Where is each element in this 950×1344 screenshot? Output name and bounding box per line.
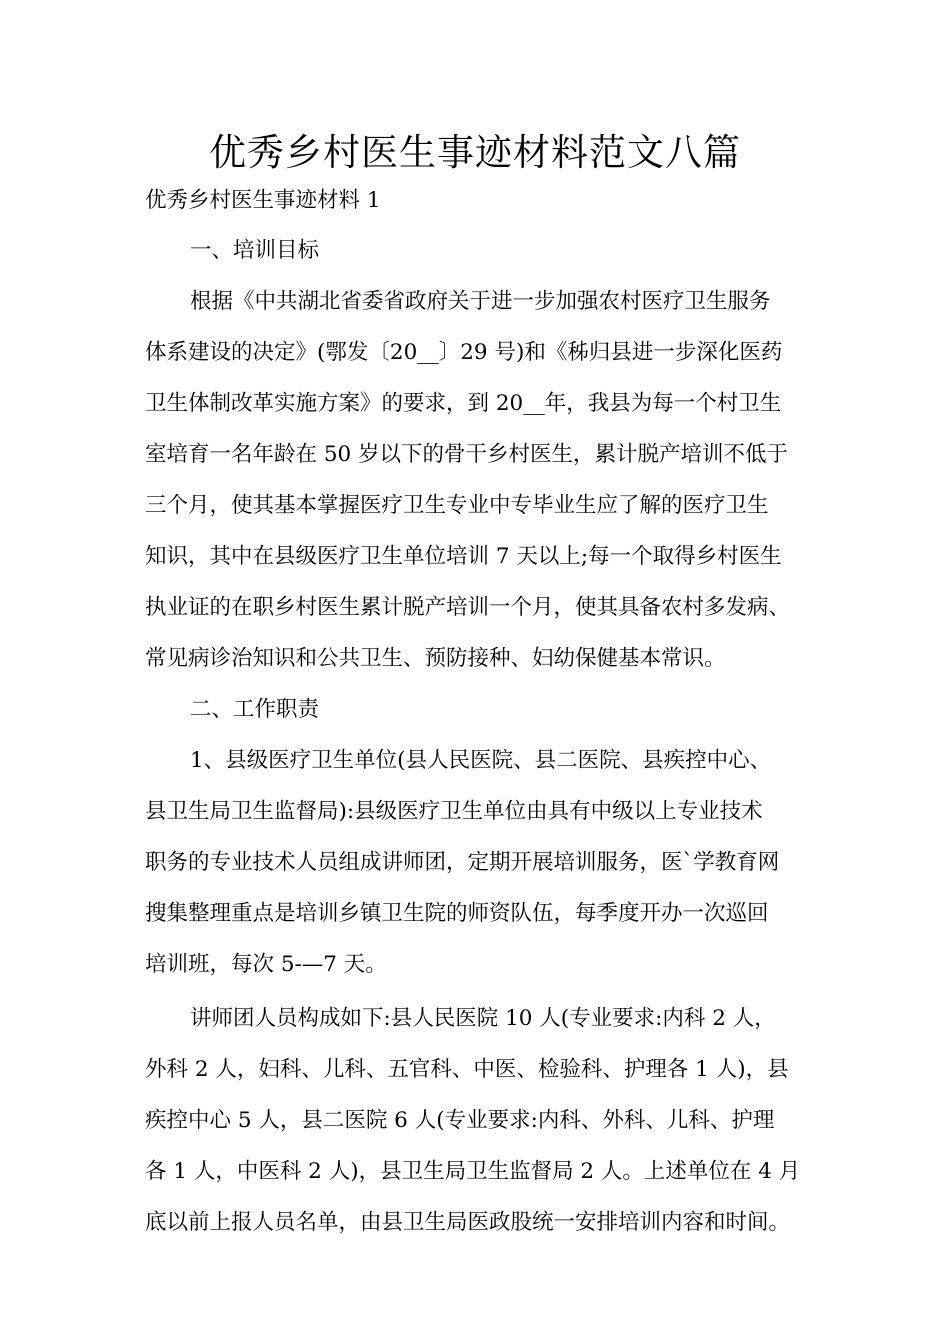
paragraph-line: 讲师团人员构成如下:县人民医院 10 人(专业要求:内科 2 人， — [190, 1006, 776, 1031]
paragraph-line: 常见病诊治知识和公共卫生、预防接种、妇幼保健基本常识。 — [145, 646, 726, 671]
paragraph-line: 执业证的在职乡村医生累计脱产培训一个月，使其具备农村多发病、 — [145, 595, 791, 620]
paragraph-line: 底以前上报人员名单，由县卫生局医政股统一安排培训内容和时间。 — [145, 1210, 791, 1235]
paragraph-line: 培训班，每次 5-—7 天。 — [145, 952, 387, 977]
paragraph-line: 三个月，使其基本掌握医疗卫生专业中专毕业生应了解的医疗卫生 — [145, 493, 769, 518]
subheading: 二、工作职责 — [190, 697, 320, 722]
paragraph-line: 知识，其中在县级医疗卫生单位培训 7 天以上;每一个取得乡村医生 — [145, 544, 782, 569]
paragraph-line: 体系建设的决定》(鄂发〔20__〕29 号)和《秭归县进一步深化医药 — [145, 340, 783, 365]
paragraph-line: 职务的专业技术人员组成讲师团，定期开展培训服务，医`学教育网 — [145, 850, 780, 875]
paragraph-line: 疾控中心 5 人，县二医院 6 人(专业要求:内科、外科、儿科、护理 — [145, 1108, 775, 1133]
paragraph-line: 外科 2 人，妇科、儿科、五官科、中医、检验科、护理各 1 人)，县 — [145, 1057, 789, 1082]
paragraph-line: 各 1 人，中医科 2 人)，县卫生局卫生监督局 2 人。上述单位在 4 月 — [145, 1159, 801, 1184]
paragraph-line: 县卫生局卫生监督局):县级医疗卫生单位由具有中级以上专业技术 — [145, 799, 763, 824]
paragraph-line: 1、县级医疗卫生单位(县人民医院、县二医院、县疾控中心、 — [190, 748, 772, 773]
paragraph-line: 室培育一名年龄在 50 岁以下的骨干乡村医生，累计脱产培训不低于 — [145, 442, 789, 467]
paragraph-line: 搜集整理重点是培训乡镇卫生院的师资队伍，每季度开办一次巡回 — [145, 901, 769, 926]
document-title: 优秀乡村医生事迹材料范文八篇 — [209, 131, 741, 174]
paragraph-line: 根据《中共湖北省委省政府关于进一步加强农村医疗卫生服务 — [190, 289, 771, 314]
subheading: 一、培训目标 — [190, 238, 320, 263]
section-heading: 优秀乡村医生事迹材料 1 — [145, 188, 381, 213]
paragraph-line: 卫生体制改革实施方案》的要求，到 20__年，我县为每一个村卫生 — [145, 391, 782, 416]
